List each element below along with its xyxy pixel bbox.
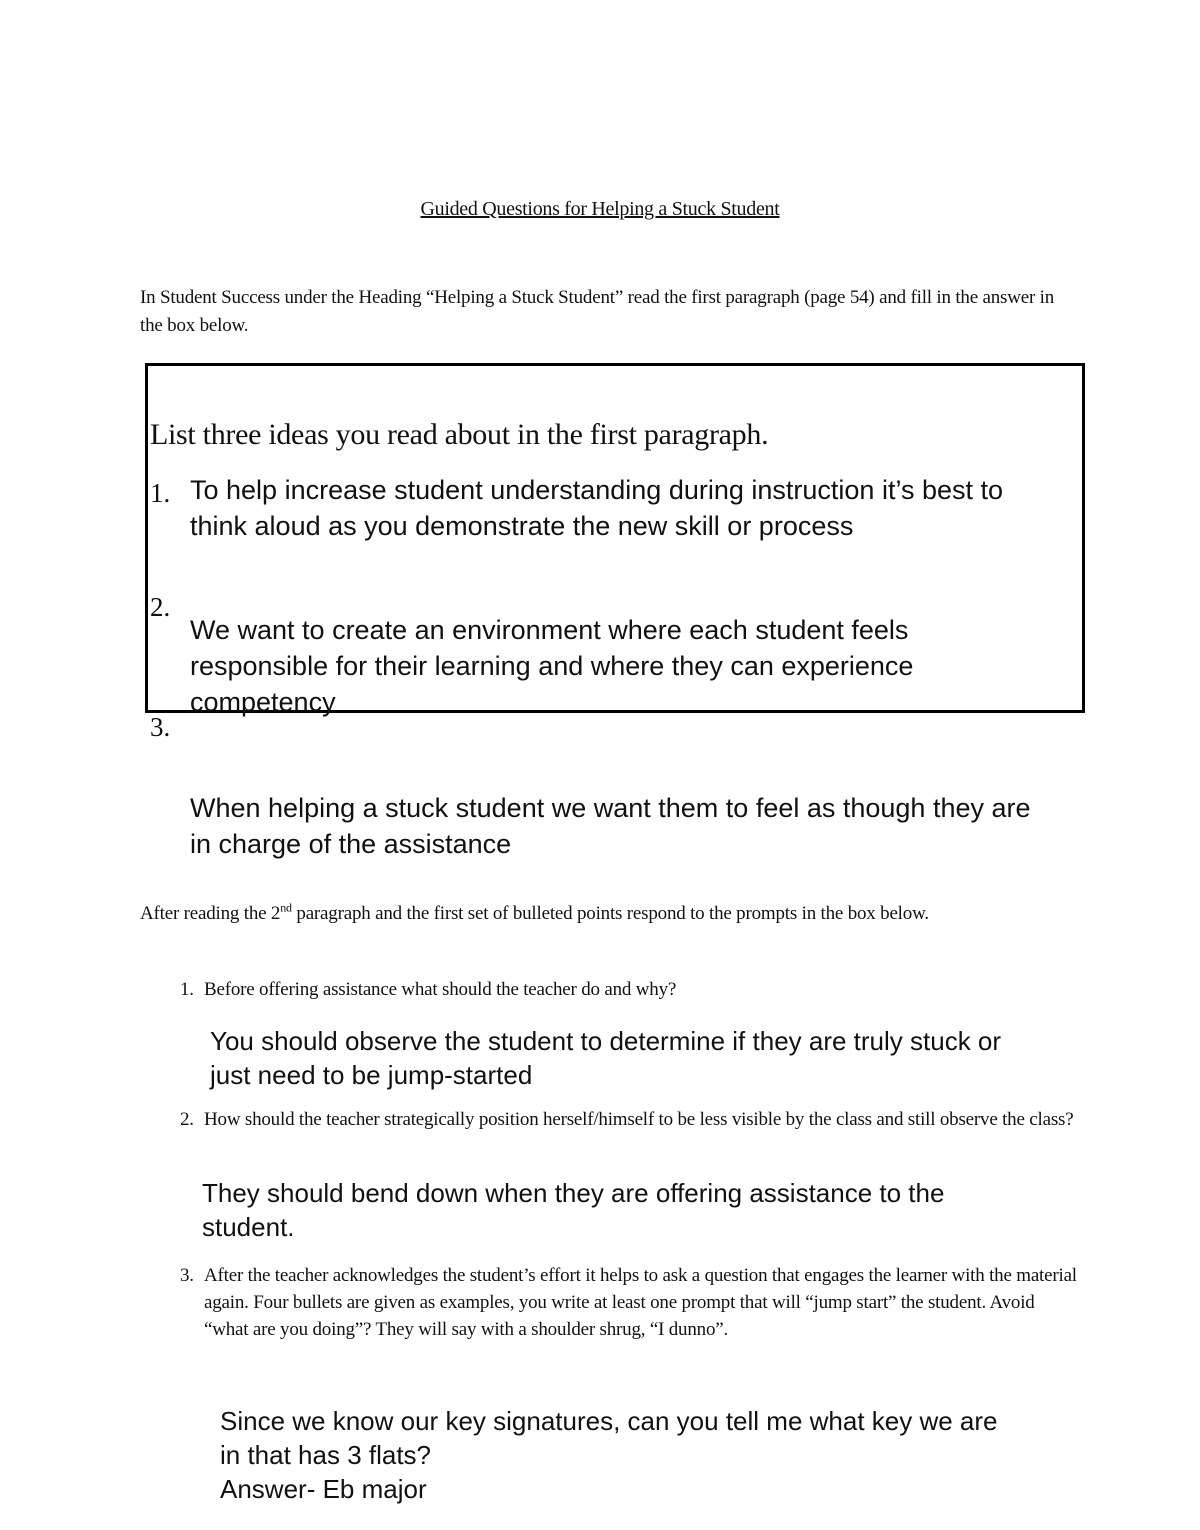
section-2-text-a: After reading the 2 — [140, 903, 281, 924]
question-1 — [180, 976, 1080, 1003]
question-3-number: 3. — [180, 1265, 194, 1286]
question-3-answer-prompt: Since we know our key signatures, can you tell me what key we are in that has 3 flats? — [220, 1406, 998, 1470]
ordinal-superscript: nd — [280, 900, 292, 915]
answer-idea-3[interactable]: When helping a stuck student we want them to feel as though they are in charge of the assistance — [190, 793, 1031, 859]
intro-instructions: In Student Success under the Heading “Helping a Stuck Student” read the first paragraph (page 54) and fill in the answer in the box below. — [140, 287, 1055, 336]
question-2-answer[interactable]: They should bend down when they are offering assistance to the student. — [202, 1178, 945, 1242]
question-3-text: After the teacher acknowledges the student’s effort it helps to ask a question that engages the learner with the material again. Four bullets are given as examples, you write at least one prompt that will “jump start” the student. Avoid “what are you doing”? They will say with a shoulder shrug, “I dunno”. — [204, 1265, 1077, 1340]
question-1-number: 1. — [180, 979, 194, 1000]
question-2 — [180, 1106, 1080, 1133]
question-3 — [180, 1262, 1080, 1343]
answer-idea-2[interactable]: We want to create an environment where each student feels responsible for their learning and where they can experience competency — [190, 615, 914, 717]
question-3-answer[interactable] — [220, 1404, 1020, 1506]
question-2-text: How should the teacher strategically position herself/himself to be less visible by the class and still observe the class? — [204, 1109, 1074, 1130]
list-number-2: 2. — [150, 592, 171, 622]
question-1-text: Before offering assistance what should the teacher do and why? — [204, 979, 677, 1000]
question-1-answer[interactable]: You should observe the student to determine if they are truly stuck or just need to be jump-started — [210, 1026, 1002, 1090]
section-2-text-b: paragraph and the first set of bulleted points respond to the prompts in the box below. — [291, 903, 929, 924]
question-3-answer-key: Answer- Eb major — [220, 1474, 427, 1504]
answer-idea-1[interactable]: To help increase student understanding during instruction it’s best to think aloud as you demonstrate the new skill or process — [190, 475, 1004, 541]
list-number-1: 1. — [150, 478, 171, 508]
page-title: Guided Questions for Helping a Stuck Student — [420, 198, 780, 220]
list-number-3: 3. — [150, 712, 171, 742]
question-2-number: 2. — [180, 1109, 194, 1130]
box-prompt: List three ideas you read about in the first paragraph. — [150, 418, 769, 451]
section-2-instructions — [140, 900, 1060, 928]
